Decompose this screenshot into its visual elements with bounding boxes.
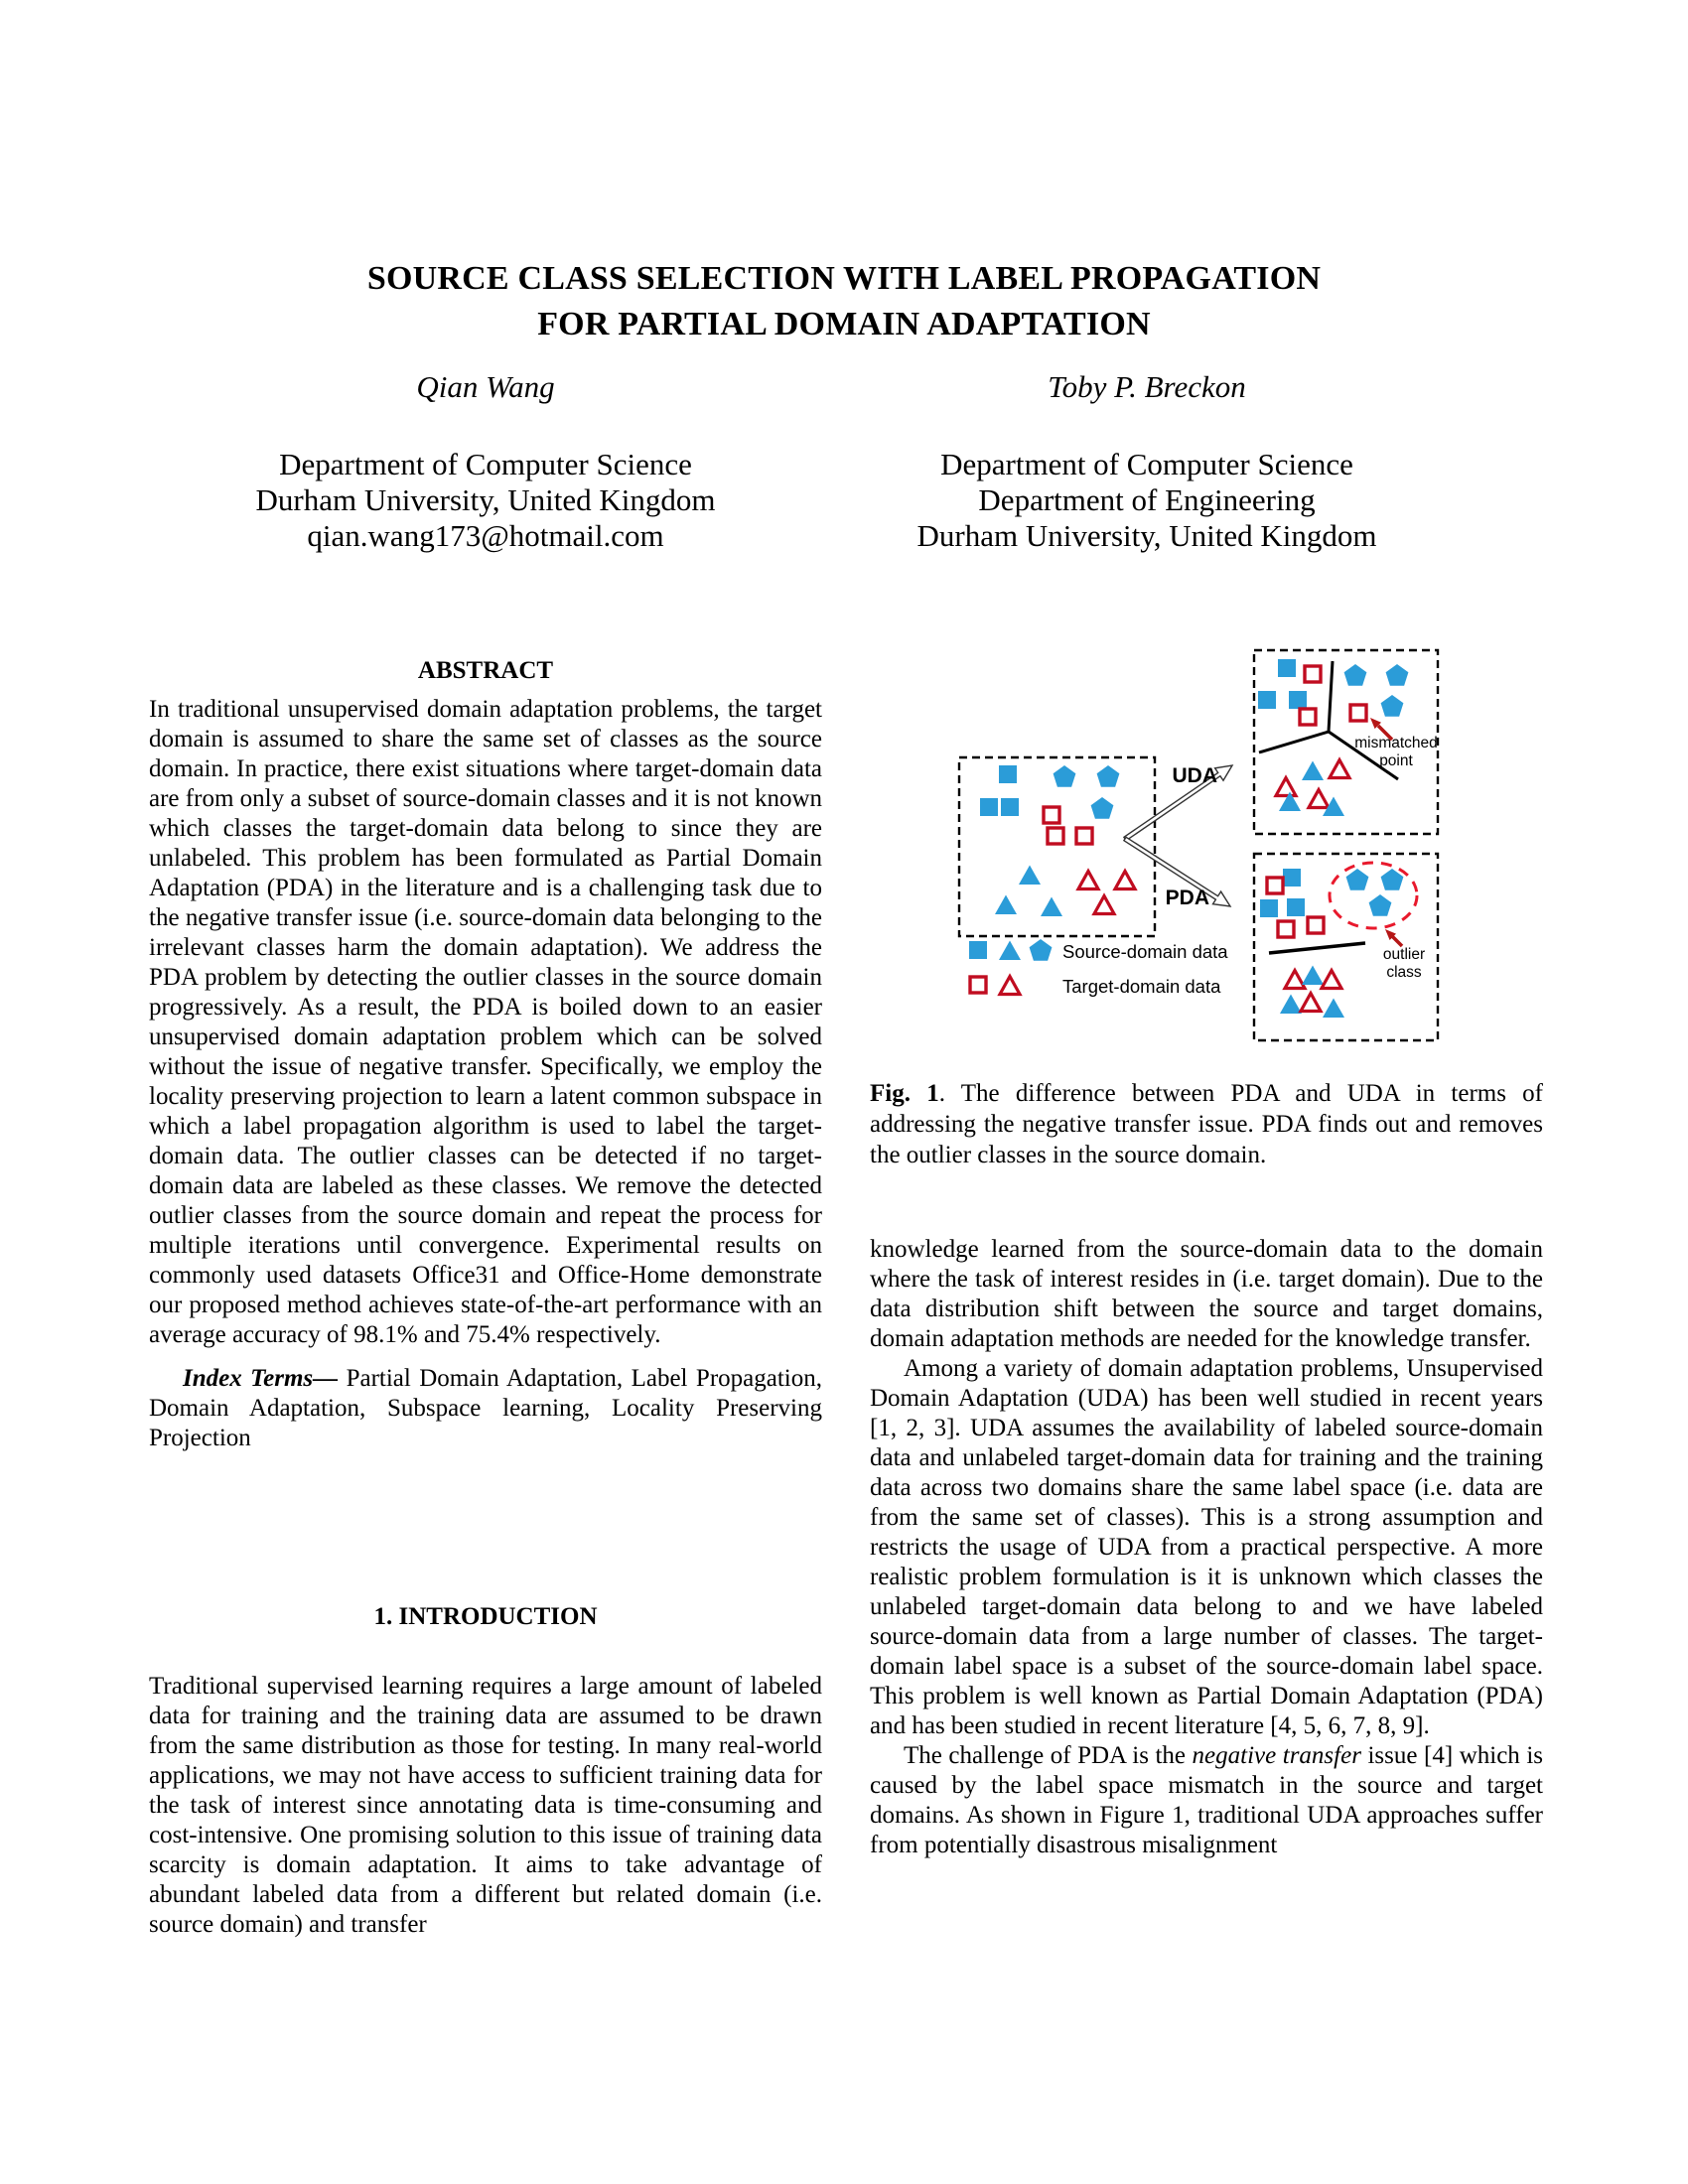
index-terms [149,1364,822,1453]
affiliation-line: Department of Engineering [978,482,1316,517]
outlier-class-label-line2: class [1386,964,1422,981]
legend-target-triangle-icon [1000,977,1020,995]
legend-source-label: Source-domain data [1062,941,1228,962]
source-pentagon-marker [1381,869,1404,890]
outlier-class-ellipse [1330,863,1417,928]
source-pentagon-marker [1369,894,1392,916]
figure-1-graphic [880,643,1466,1045]
source-pentagon-marker [1386,664,1409,686]
abstract-paragraph: In traditional unsupervised domain adaptation problems, the target domain is assumed to share the same set of classes as the source domain. In practice, there exist situations where target-domain data are from only a subset of source-domain classes and it is not known which classes the target-domain data belong to since they are unlabeled. This problem has been formulated as Partial Domain Adaptation (PDA) in the literature and is a challenging task due to the negative transfer issue (i.e. source-domain data belonging to the irrelevant classes harm the domain adaptation). We address the PDA problem by detecting the outlier classes in the source domain progressively. As a result, the PDA is boiled down to an easier unsupervised domain adaptation problem which can be solved without the issue of negative transfer. Specifically, we employ the locality preserving projection to learn a latent common subspace in which a label propagation algorithm is used to label the target-domain data. The outlier classes can be detected if no target-domain data are labeled as these classes. We remove the detected outlier classes from the source domain and repeat the process for multiple iterations until convergence. Experimental results on commonly used datasets Office31 and Office-Home demonstrate our proposed method achieves state-of-the-art performance with an average accuracy of 98.1% and 75.4% respectively. [149,696,822,1348]
paragraph-3-pre: The challenge of PDA is the [904,1742,1193,1769]
pda-label: PDA [1165,887,1209,909]
figure-legend [969,939,1228,997]
target-triangle-marker [1094,896,1114,914]
target-triangle-marker [1301,994,1321,1012]
target-square-marker [1300,709,1316,725]
right-column-paragraph-3 [870,1741,1543,1860]
mismatched-point-label-line1: mismatched [1354,735,1438,751]
paper-title [149,256,1539,347]
figure-caption-body: . The difference between PDA and UDA in terms of addressing the negative transfer issue. PDA finds out and removes the outlier classes in the source domain. [870,1080,1544,1168]
source-square-marker [1289,691,1307,709]
mismatched-point-label-line2: point [1379,752,1413,769]
right-column-paragraph-1: knowledge learned from the source-domain data to the domain where the task of interest resides in (i.e. target domain). Due to the data distribution shift between the source and target domains, domain adaptation methods are needed for the knowledge transfer. [870,1236,1543,1352]
paper-title-line2: FOR PARTIAL DOMAIN ADAPTATION [537,306,1151,342]
source-square-marker [1278,659,1296,677]
target-square-marker [1076,828,1092,844]
legend-target-square-icon [970,977,986,993]
affiliation-line: Durham University, United Kingdom [255,482,716,517]
target-square-marker [1044,807,1059,823]
author-affiliation-right [810,447,1483,554]
legend-target-label: Target-domain data [1062,976,1221,997]
uda-label: UDA [1172,764,1217,787]
left-column [149,695,822,1940]
legend-source-pentagon-icon [1030,939,1053,961]
target-triangle-marker [1285,971,1305,989]
source-pentagon-marker [1054,765,1076,787]
section-heading-introduction: 1. INTRODUCTION [373,1603,598,1630]
author-name-right: Toby P. Breckon [1048,369,1246,404]
source-square-marker [1258,691,1276,709]
figure-branch-arrows [1124,764,1232,909]
decision-boundary-line [1269,943,1365,953]
source-square-marker [1001,798,1019,816]
source-square-marker [1260,899,1278,917]
target-square-marker [1278,921,1294,937]
introduction-paragraph-1: Traditional supervised learning requires a large amount of labeled data for training and the training data are assumed to be drawn from the same distribution as those for testing. In many real-world applications, we may not have access to sufficient training data for the task of interest since annotating data is time-consuming and cost-intensive. One promising solution to this issue of training data scarcity is domain adaptation. It aims to take advantage of abundant labeled data from a different but related domain (i.e. source domain) and transfer [149,1673,822,1938]
target-square-marker [1308,917,1324,933]
index-terms-label: Index Terms— [183,1365,339,1392]
target-square-marker [1048,828,1063,844]
legend-source-triangle-icon [999,941,1021,961]
affiliation-line: Department of Computer Science [940,447,1353,481]
target-square-marker [1267,878,1283,893]
figure-mixed-domain-box [959,757,1155,936]
paragraph-3-italic-phrase: negative transfer [1192,1742,1361,1769]
target-triangle-marker [1309,790,1329,808]
target-square-marker [1305,666,1321,682]
source-pentagon-marker [1344,664,1367,686]
source-square-marker [980,798,998,816]
paragraph-3-post: issue [4] which is caused by the label space mismatch in the source and target domains. As shown in Figure 1, traditional UDA approaches suffer from potentially disastrous misalignment [870,1742,1544,1858]
source-triangle-marker [1323,999,1344,1019]
source-triangle-marker [995,895,1017,915]
source-triangle-marker [1041,897,1062,917]
affiliation-line: Durham University, United Kingdom [916,518,1377,553]
source-pentagon-marker [1097,765,1120,787]
source-pentagon-marker [1091,797,1114,819]
source-triangle-marker [1302,966,1324,986]
target-triangle-marker [1078,872,1098,889]
source-triangle-marker [1302,761,1324,781]
index-terms-body: Partial Domain Adaptation, Label Propagation, Domain Adaptation, Subspace learning, Locality Preserving Projection [149,1365,822,1451]
affiliation-line: Department of Computer Science [279,447,692,481]
abstract-heading: ABSTRACT [417,657,554,684]
author-name-left: Qian Wang [416,369,555,404]
legend-source-square-icon [969,941,987,959]
source-pentagon-marker [1381,695,1404,717]
source-triangle-marker [1280,995,1302,1015]
source-triangle-marker [1019,866,1041,886]
author-affiliation-left [149,447,822,554]
decision-boundary-lines [1259,661,1398,779]
figure-1-caption [870,1078,1543,1170]
source-pentagon-marker [1346,869,1369,890]
target-triangle-marker [1276,778,1296,796]
right-column [870,1235,1543,1860]
source-square-marker [1283,869,1301,887]
mismatched-target-square-marker [1350,705,1366,721]
target-triangle-marker [1330,760,1349,778]
target-triangle-marker [1115,872,1135,889]
paper-title-line1: SOURCE CLASS SELECTION WITH LABEL PROPAGATION [366,260,1322,297]
target-triangle-marker [1322,971,1341,989]
source-square-marker [1287,898,1305,916]
source-square-marker [999,765,1017,783]
figure-uda-result-box [1254,650,1438,834]
author-email: qian.wang173@hotmail.com [307,518,664,553]
figure-caption-label: Fig. 1 [870,1080,939,1107]
figure-pda-result-box [1254,854,1438,1040]
right-column-paragraph-2: Among a variety of domain adaptation problems, Unsupervised Domain Adaptation (UDA) has been well studied in recent years [1, 2, 3]. UDA assumes the availability of labeled source-domain data and unlabeled target-domain data for training and the training data across two domains share the same label space (i.e. data are from the same set of classes). This is a strong assumption and restricts the usage of UDA from a practical perspective. A more realistic problem formulation is it is unknown which classes the unlabeled target-domain data belong to and we have labeled source-domain data from a large number of classes. The target-domain label space is a subset of the source-domain label space. This problem is well known as Partial Domain Adaptation (PDA) and has been studied in recent literature [4, 5, 6, 7, 8, 9]. [870,1355,1543,1739]
outlier-class-label-line1: outlier [1382,946,1426,963]
